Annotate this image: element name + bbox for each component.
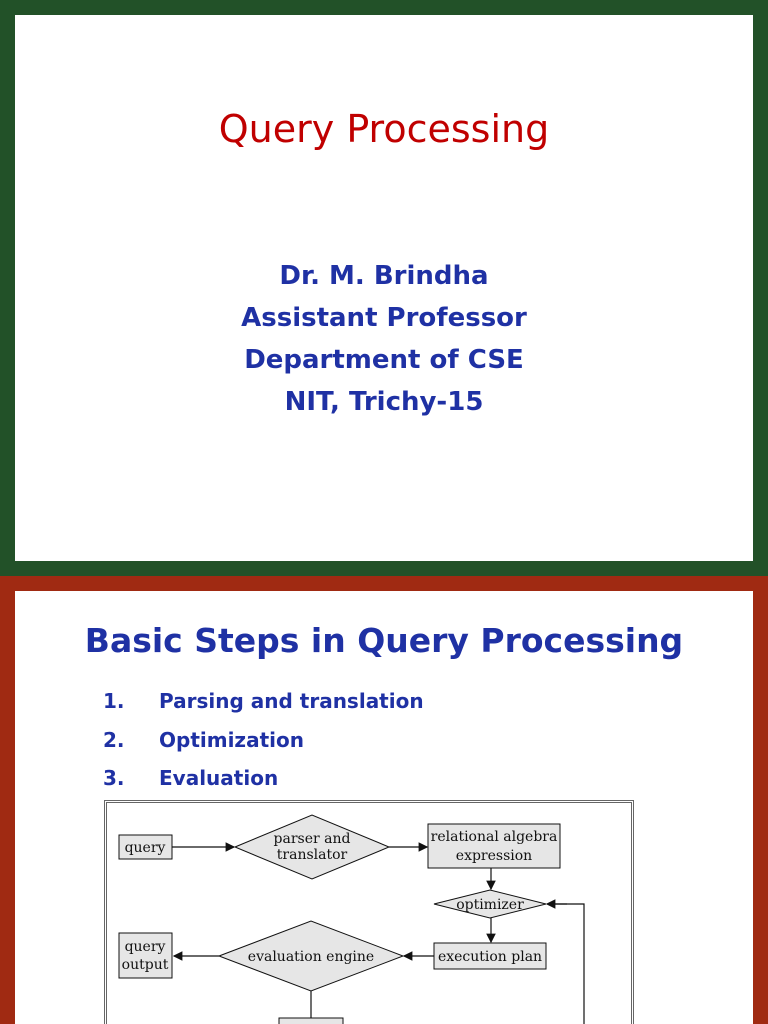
rel-label-line1: relational algebra xyxy=(430,829,558,845)
feedback-line xyxy=(553,904,584,1024)
step-number: 1. xyxy=(103,689,125,713)
list-item xyxy=(103,766,424,805)
flow-diagram-svg xyxy=(107,803,631,1024)
author-position: Assistant Professor xyxy=(241,303,527,333)
steps-list xyxy=(103,689,424,805)
optimizer-label: optimizer xyxy=(456,897,524,913)
query-box-label: query xyxy=(124,840,166,856)
slide-title: Query Processing xyxy=(218,107,550,151)
steps-slide-title: Basic Steps in Query Processing xyxy=(84,621,684,660)
parser-label-line1: parser and xyxy=(273,831,351,847)
query-processing-diagram xyxy=(104,800,634,1024)
steps-slide-content xyxy=(15,591,753,1024)
step-label: Optimization xyxy=(159,727,304,752)
query-output-line2: output xyxy=(121,957,169,973)
evaluation-engine-label: evaluation engine xyxy=(247,949,375,965)
step-label: Parsing and translation xyxy=(159,689,424,713)
rel-label-line2: expression xyxy=(455,848,533,864)
step-number: 3. xyxy=(103,766,125,790)
query-output-line1: query xyxy=(124,939,166,955)
list-item xyxy=(103,728,424,767)
bottom-box-partial xyxy=(279,1018,343,1024)
list-item xyxy=(103,689,424,728)
parser-label-line2: translator xyxy=(276,847,348,863)
title-slide-content xyxy=(15,15,753,561)
author-department: Department of CSE xyxy=(244,345,524,375)
author-block xyxy=(15,255,753,423)
author-institution: NIT, Trichy-15 xyxy=(284,387,484,417)
steps-slide xyxy=(0,576,768,1024)
execution-plan-label: execution plan xyxy=(437,949,543,965)
author-name: Dr. M. Brindha xyxy=(279,261,489,291)
step-number: 2. xyxy=(103,727,125,752)
step-label: Evaluation xyxy=(159,766,279,790)
